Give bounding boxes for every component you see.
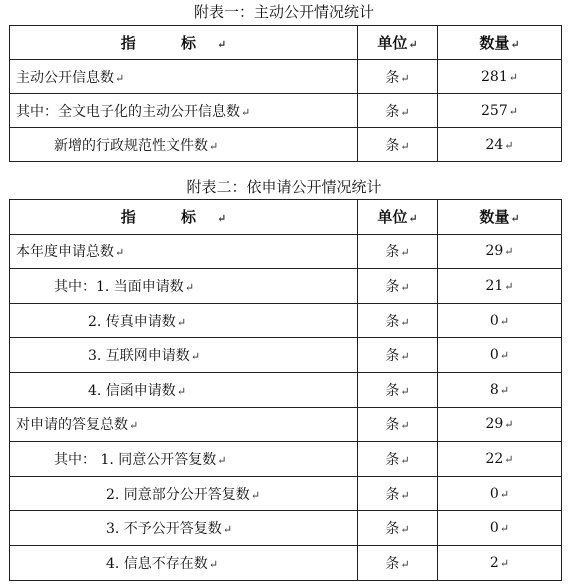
row-count: 0↵ xyxy=(438,338,562,373)
row-unit: 条↵ xyxy=(358,60,438,94)
header-unit: 单位↵ xyxy=(358,200,438,235)
table1-header-row xyxy=(10,26,562,60)
row-indicator: 其中：1. 当面申请数↵ xyxy=(10,269,358,304)
row-unit: 条↵ xyxy=(358,545,438,580)
row-unit: 条↵ xyxy=(358,303,438,338)
table-row xyxy=(10,511,562,546)
table2-title: 附表二：依申请公开情况统计 xyxy=(186,178,382,196)
table-row xyxy=(10,94,562,128)
row-unit: 条↵ xyxy=(358,94,438,128)
table2-header-row xyxy=(10,200,562,235)
table-row xyxy=(10,545,562,580)
table-row xyxy=(10,407,562,442)
table-row xyxy=(10,338,562,373)
row-count: 0↵ xyxy=(438,511,562,546)
row-indicator: 3. 互联网申请数↵ xyxy=(10,338,358,373)
table-row xyxy=(10,303,562,338)
row-count: 0↵ xyxy=(438,303,562,338)
row-count: 0↵ xyxy=(438,476,562,511)
table-row xyxy=(10,234,562,269)
row-count: 29↵ xyxy=(438,407,562,442)
row-unit: 条↵ xyxy=(358,234,438,269)
row-indicator: 2. 同意部分公开答复数↵ xyxy=(10,476,358,511)
header-count: 数量↵ xyxy=(438,200,562,235)
row-count: 21↵ xyxy=(438,269,562,304)
header-count: 数量↵ xyxy=(438,26,562,60)
row-indicator: 其中： 1. 同意公开答复数↵ xyxy=(10,442,358,477)
row-count: 29↵ xyxy=(438,234,562,269)
row-indicator: 4. 信函申请数↵ xyxy=(10,372,358,407)
row-count: 22↵ xyxy=(438,442,562,477)
row-unit: 条↵ xyxy=(358,128,438,162)
table-row xyxy=(10,372,562,407)
header-indicator: 指 标↵ xyxy=(10,200,358,235)
table-row xyxy=(10,269,562,304)
header-unit: 单位↵ xyxy=(358,26,438,60)
table1-title: 附表一：主动公开情况统计 xyxy=(193,3,374,21)
row-unit: 条↵ xyxy=(358,338,438,373)
row-unit: 条↵ xyxy=(358,511,438,546)
table1 xyxy=(9,25,562,162)
row-count: 281↵ xyxy=(438,60,562,94)
row-count: 2↵ xyxy=(438,545,562,580)
row-indicator: 其中：全文电子化的主动公开信息数↵ xyxy=(10,94,358,128)
row-indicator: 2. 传真申请数↵ xyxy=(10,303,358,338)
row-indicator: 4. 信息不存在数↵ xyxy=(10,545,358,580)
table-row xyxy=(10,442,562,477)
table2 xyxy=(9,199,562,581)
row-count: 257↵ xyxy=(438,94,562,128)
header-indicator: 指 标↵ xyxy=(10,26,358,60)
table-row xyxy=(10,128,562,162)
row-indicator: 新增的行政规范性文件数↵ xyxy=(10,128,358,162)
row-count: 24↵ xyxy=(438,128,562,162)
table-row xyxy=(10,476,562,511)
table-row xyxy=(10,60,562,94)
row-indicator: 主动公开信息数↵ xyxy=(10,60,358,94)
row-unit: 条↵ xyxy=(358,269,438,304)
row-indicator: 本年度申请总数↵ xyxy=(10,234,358,269)
row-indicator: 对申请的答复总数↵ xyxy=(10,407,358,442)
row-unit: 条↵ xyxy=(358,442,438,477)
row-unit: 条↵ xyxy=(358,407,438,442)
row-unit: 条↵ xyxy=(358,372,438,407)
row-unit: 条↵ xyxy=(358,476,438,511)
row-count: 8↵ xyxy=(438,372,562,407)
row-indicator: 3. 不予公开答复数↵ xyxy=(10,511,358,546)
